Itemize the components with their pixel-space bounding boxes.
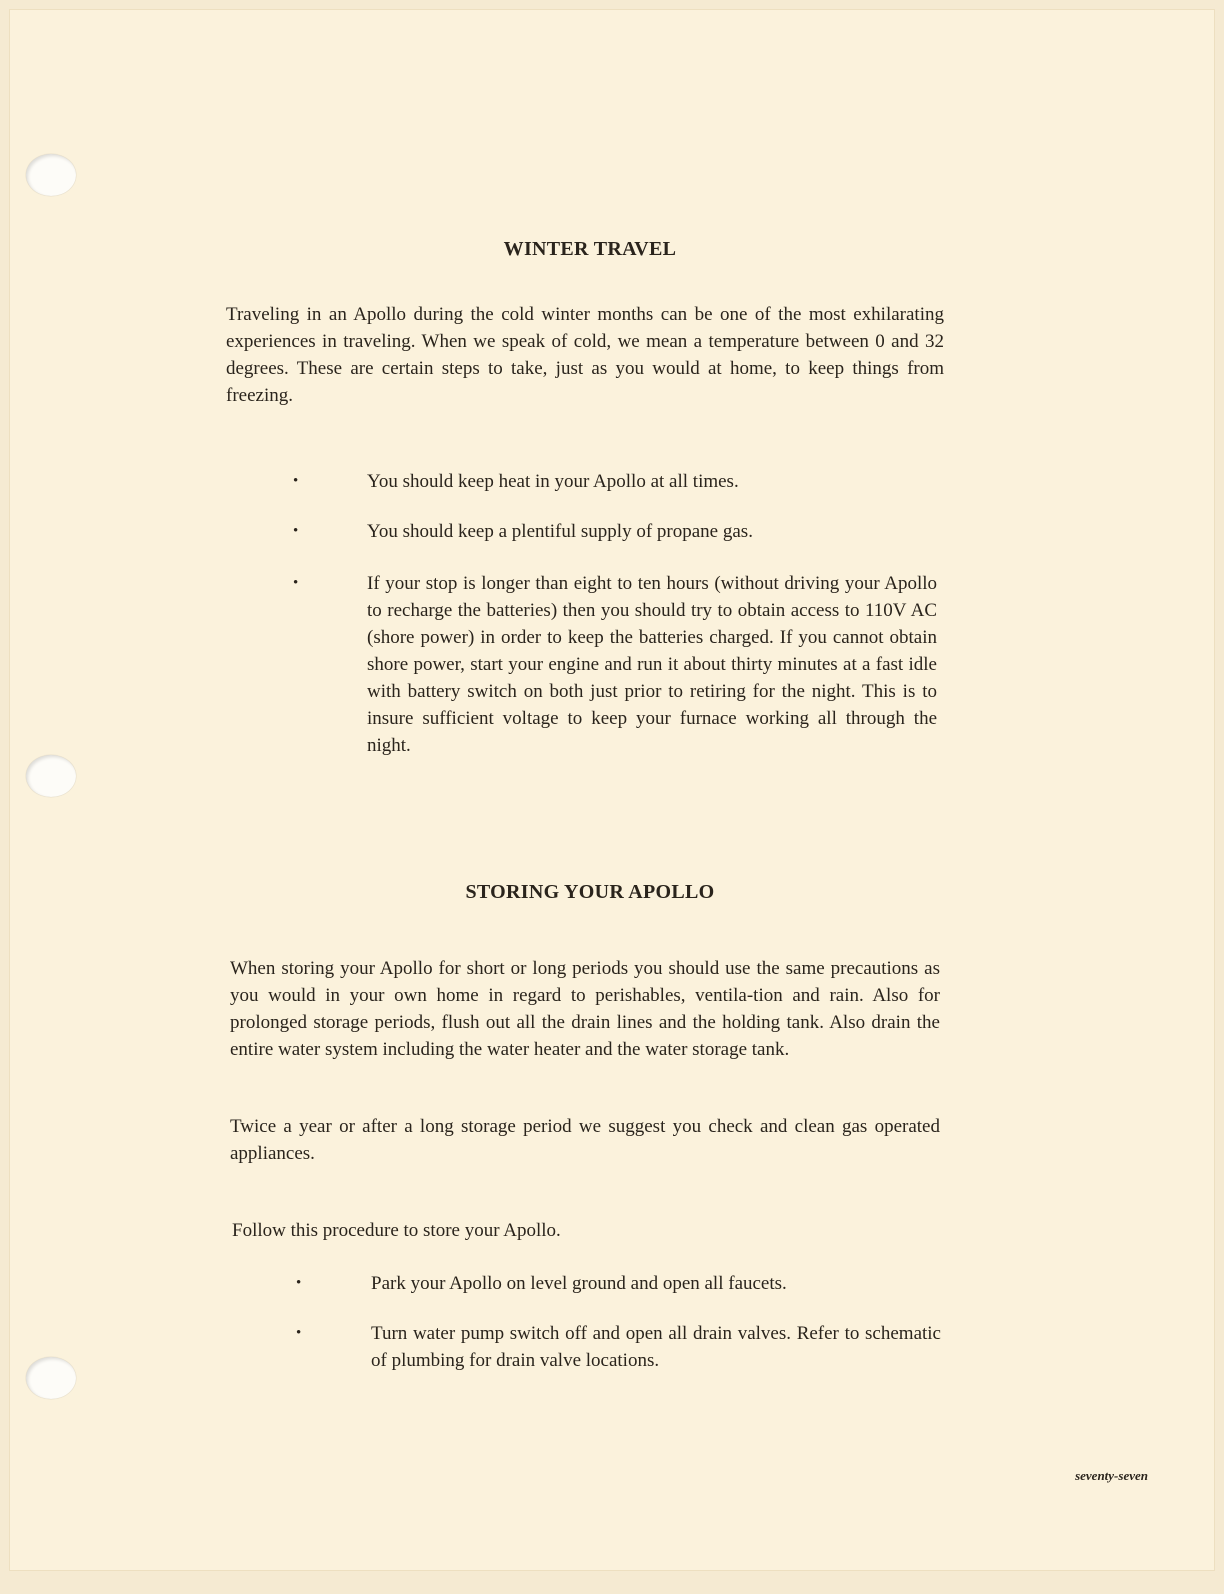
bullet-icon: • xyxy=(293,523,299,539)
storing-heading: STORING YOUR APOLLO xyxy=(465,881,715,903)
bullet-icon: • xyxy=(296,1325,302,1341)
storing-item-2: Turn water pump switch off and open all drain valves. Refer to schematic of plumbing for drain valve locations. xyxy=(371,1323,941,1371)
document-page xyxy=(10,10,1214,1570)
bullet-icon: • xyxy=(293,473,299,489)
storing-procedure-intro: Follow this procedure to store your Apollo. xyxy=(232,1220,561,1241)
storing-item-1: Park your Apollo on level ground and open all faucets. xyxy=(371,1273,787,1294)
binder-hole-middle xyxy=(26,755,76,797)
binder-hole-top xyxy=(26,154,76,196)
bullet-icon: • xyxy=(296,1275,302,1291)
winter-item-1: You should keep heat in your Apollo at all times. xyxy=(367,471,739,492)
bullet-icon: • xyxy=(293,575,299,591)
winter-travel-heading: WINTER TRAVEL xyxy=(503,238,677,260)
winter-item-2: You should keep a plentiful supply of propane gas. xyxy=(367,521,753,542)
storing-para-2: Twice a year or after a long storage period we suggest you check and clean gas operated appliances. xyxy=(230,1116,940,1164)
storing-para-1: When storing your Apollo for short or long periods you should use the same precautions as you would in your own home in regard to perishables, ventila-tion and rain. Also for prolonged storage periods, flush out all the drain lines and the holding tank. Also drain the entire water system including the water heater and the water storage tank. xyxy=(230,958,940,1060)
winter-travel-intro: Traveling in an Apollo during the cold winter months can be one of the most exhilarating experiences in traveling. When we speak of cold, we mean a temperature between 0 and 32 degrees. These are certain steps to take, just as you would at home, to keep things from freezing. xyxy=(226,304,944,406)
winter-item-3: If your stop is longer than eight to ten hours (without driving your Apollo to recharge the batteries) then you should try to obtain access to 110V AC (shore power) in order to keep the batteries charged. If you cannot obtain shore power, start your engine and run it about thirty minutes at a fast idle with battery switch on both just prior to retiring for the night. This is to insure sufficient voltage to keep your furnace working all through the night. xyxy=(367,573,937,756)
binder-hole-bottom xyxy=(26,1357,76,1399)
page-number: seventy-seven xyxy=(1075,1468,1148,1483)
